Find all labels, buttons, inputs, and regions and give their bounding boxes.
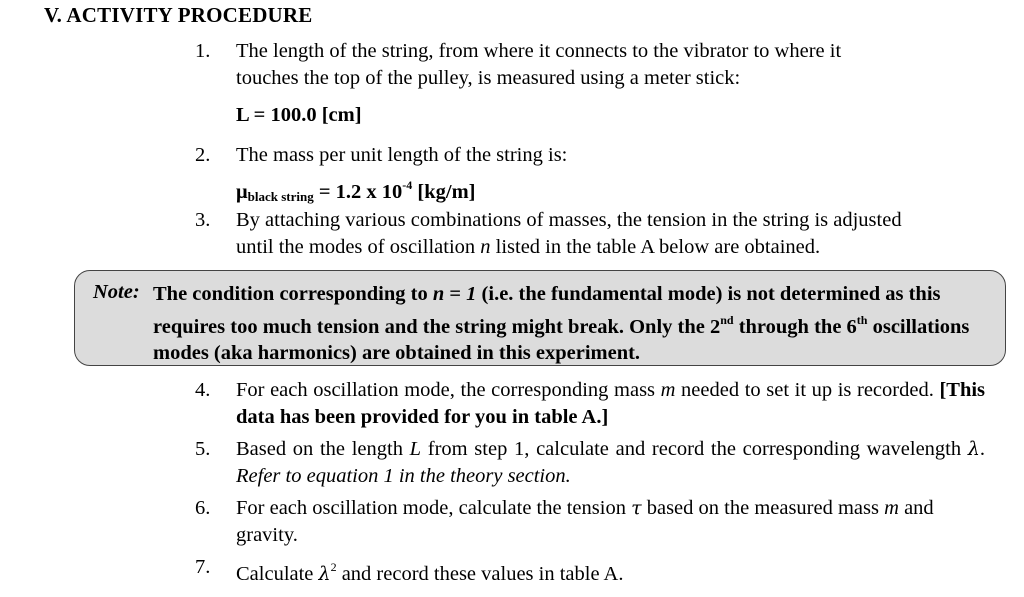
length-formula: L = 100.0 [cm] bbox=[236, 104, 362, 126]
step-number: 2. bbox=[195, 144, 211, 166]
note-label: Note: bbox=[93, 281, 140, 303]
step-text: For each oscillation mode, calculate the tension τ based on the measured mass m and gravity. bbox=[236, 497, 934, 546]
step-text: By attaching various combinations of masses, the tension in the string is adjusted until the modes of oscillation n listed in the table A below are obtained. bbox=[236, 209, 902, 258]
step-5 bbox=[195, 436, 985, 490]
step-4 bbox=[195, 377, 985, 431]
note-box bbox=[74, 270, 1006, 366]
step-3 bbox=[195, 207, 985, 261]
step-text: For each oscillation mode, the corresponding mass m needed to set it up is recorded. [This data has been provided for you in table A.] bbox=[236, 379, 986, 428]
step-7 bbox=[195, 554, 985, 588]
section-heading: V. ACTIVITY PROCEDURE bbox=[44, 3, 313, 27]
step-text: The length of the string, from where it connects to the vibrator to where it touches the top of the pulley, is measured using a meter stick: bbox=[236, 40, 842, 89]
step-number: 5. bbox=[195, 438, 211, 460]
step-1 bbox=[195, 38, 985, 92]
step-number: 6. bbox=[195, 497, 211, 519]
note-text: The condition corresponding to n = 1 (i.e. the fundamental mode) is not determined as this requires too much tension and the string might break. Only the 2nd through the 6th oscillations modes (aka harmonics) are obtained in this experiment. bbox=[153, 283, 970, 364]
step-number: 4. bbox=[195, 379, 211, 401]
step-text: The mass per unit length of the string is: bbox=[236, 144, 568, 166]
step-number: 7. bbox=[195, 556, 211, 578]
step-6 bbox=[195, 495, 985, 549]
step-2 bbox=[195, 142, 985, 169]
step-text: Based on the length L from step 1, calculate and record the corresponding wavelength λ. Refer to equation 1 in the theory section. bbox=[236, 438, 985, 487]
mu-formula: $\mu_{black string} = 1.2$ x $10^{-4}$ [kg/m] bbox=[236, 178, 476, 204]
step-text: Calculate $\lambda^2$ and record these values in table A. bbox=[236, 560, 624, 585]
step-number: 3. bbox=[195, 209, 211, 231]
step-number: 1. bbox=[195, 40, 211, 62]
